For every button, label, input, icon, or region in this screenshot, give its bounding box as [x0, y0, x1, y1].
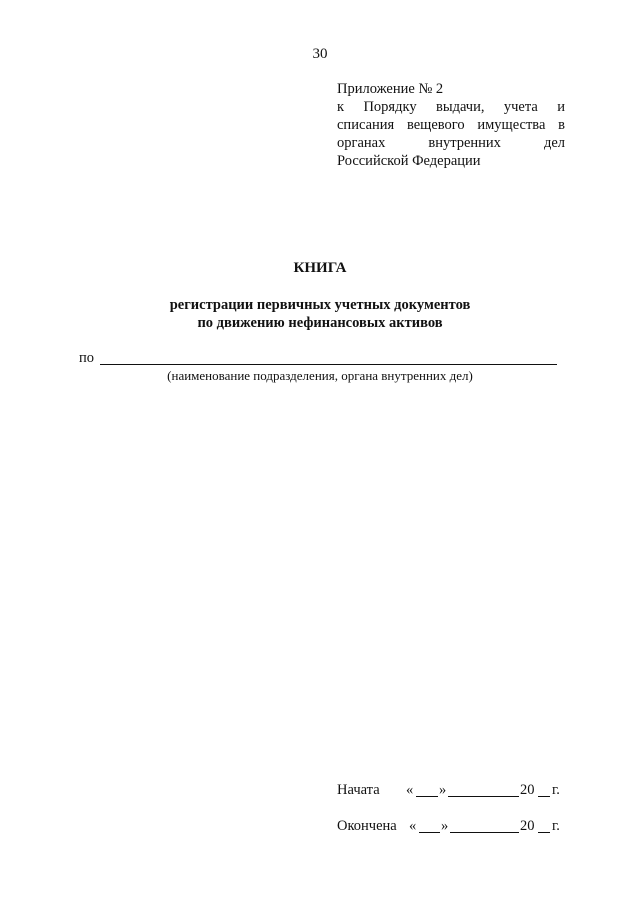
appendix-block	[337, 80, 565, 170]
started-year-prefix: 20	[520, 782, 535, 798]
appendix-line-2: к Порядку выдачи, учета и	[337, 99, 565, 115]
started-year-suffix: г.	[552, 782, 560, 798]
started-day-field[interactable]	[416, 796, 438, 797]
appendix-line-4: органах внутренних дел	[337, 135, 565, 151]
appendix-line-1: Приложение № 2	[337, 81, 444, 97]
started-label: Начата	[337, 782, 380, 798]
book-subtitle	[0, 296, 640, 332]
book-title: КНИГА	[293, 260, 347, 276]
finished-label: Окончена	[337, 818, 397, 834]
department-row	[79, 350, 559, 368]
finished-date-row	[337, 818, 567, 838]
finished-day-field[interactable]	[419, 832, 440, 833]
page-number: 30	[312, 46, 328, 62]
appendix-line-5: Российской Федерации	[337, 153, 481, 169]
finished-quote-close: »	[441, 818, 449, 834]
started-month-field[interactable]	[448, 796, 519, 797]
finished-year-prefix: 20	[520, 818, 535, 834]
started-quote-close: »	[439, 782, 447, 798]
subtitle-line-1: регистрации первичных учетных документов	[169, 297, 471, 313]
started-quote-open: «	[406, 782, 414, 798]
started-year-field[interactable]	[538, 796, 550, 797]
department-caption: (наименование подразделения, органа внутренних дел)	[167, 368, 473, 383]
finished-year-field[interactable]	[538, 832, 550, 833]
finished-quote-open: «	[409, 818, 417, 834]
finished-month-field[interactable]	[450, 832, 519, 833]
subtitle-line-2: по движению нефинансовых активов	[197, 315, 443, 331]
department-name-field[interactable]	[100, 364, 557, 365]
started-date-row	[337, 782, 567, 802]
department-label: по	[79, 350, 95, 366]
appendix-line-3: списания вещевого имущества в	[337, 117, 565, 133]
finished-year-suffix: г.	[552, 818, 560, 834]
